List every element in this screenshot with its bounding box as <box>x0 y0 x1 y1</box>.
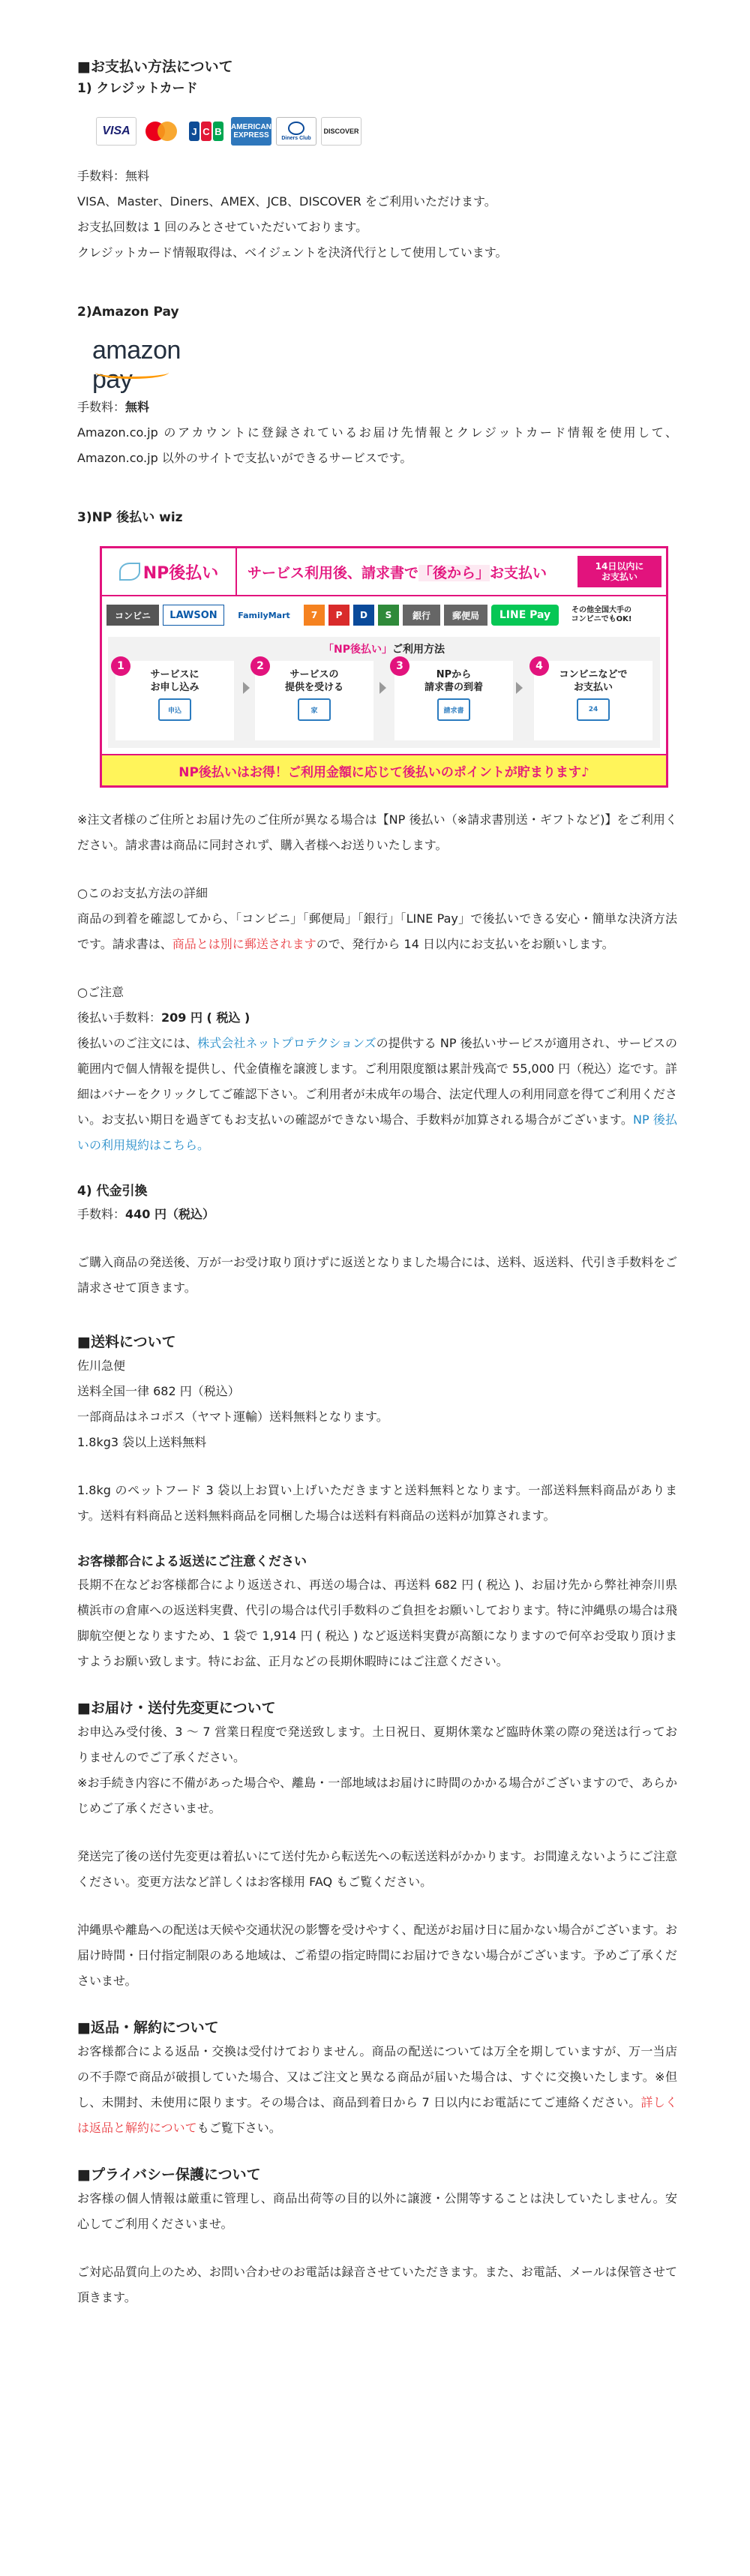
store-seven-icon: 7 <box>304 605 325 626</box>
np-logo: NP後払い <box>102 548 237 595</box>
store-other: その他全国大手の コンビニでもOK! <box>571 606 632 623</box>
shipping-desc: 1.8kg のペットフード 3 袋以上お買い上げいただきますと送料無料となります。一部送料無料商品があります。送料有料商品と送料無料商品を同梱した場合は送料有料商品の送料が加算されます。 <box>77 1483 677 1523</box>
np-step-4: 4 コンビニなどで お支払い 24 <box>534 661 652 740</box>
np-banner[interactable] <box>100 546 668 788</box>
np-caution-title: ○ご注意 <box>77 985 124 999</box>
np-step-3: 3 NPから 請求書の到着 請求書 <box>394 661 513 740</box>
np-how-title: 「NP後払い」ご利用方法 <box>323 644 445 656</box>
np-catch: サービス利用後、請求書で「後から」お支払い <box>248 564 548 581</box>
np-fee: 後払い手数料：209 円 ( 税込 ) <box>77 1010 250 1025</box>
cod-title: 4) 代金引換 <box>77 1184 148 1199</box>
np-leaf-icon <box>119 563 140 581</box>
store-bank: 銀行 <box>403 605 440 626</box>
np-banner-footer: NP後払いはお得！ご利用金額に応じて後払いのポイントが貯まります♪ <box>102 754 666 785</box>
store-p-icon: P <box>328 605 350 626</box>
content <box>77 56 677 2310</box>
delivery-desc-2: ※お手続き内容に不備があった場合や、離島・一部地域はお届けに時間のかかる場合がございますので、あらかじめご了承くださいませ。 <box>77 1776 677 1815</box>
shipping-flat-rate: 送料全国一律 682 円（税込） <box>77 1384 240 1398</box>
np-detail-title: ○このお支払方法の詳細 <box>77 886 208 900</box>
amazon-desc: Amazon.co.jp のアカウントに登録されているお届け先情報とクレジットカード情報を使用して、Amazon.co.jp 以外のサイトで支払いができるサービスです。 <box>77 425 677 465</box>
credit-processor: クレジットカード情報取得は、ベイジェントを決済代行として使用しています。 <box>77 245 508 260</box>
store-lawson: LAWSON <box>163 605 224 626</box>
np-how-to <box>108 637 660 748</box>
privacy-desc-1: お客様の個人情報は厳重に管理し、商品出荷等の目的以外に譲渡・公開等することは決していたしません。安心してご利用くださいませ。 <box>77 2191 677 2231</box>
cod-fee: 手数料：440 円（税込） <box>77 1207 214 1221</box>
diners-logo-icon: Diners Club <box>276 117 316 146</box>
np-caution: 後払いのご注文には、株式会社ネットプロテクションズの提供する NP 後払いサービスが適用され、サービスの範囲内で個人情報を提供し、代金債権を譲渡します。ご利用限度額は累計残高で 55,000 円（税込）迄です。詳細はバナーをクリックしてご確認下さい。ご利用者が未成年の場合、法定代理人の利用同意を得てご利用ください。お支払い期日を過ぎてもお支払いの確認ができない場合、手数料が加算される場合がございます。NP 後払いの利用規約はこちら。 <box>77 1036 677 1152</box>
store-post: 郵便局 <box>444 605 488 626</box>
credit-fee: 手数料：無料 <box>77 169 150 183</box>
house-icon: 家 <box>298 698 331 721</box>
amex-logo-icon: AMERICAN EXPRESS <box>231 117 272 146</box>
return-customer-title: お客様都合による返送にご注意ください <box>77 1554 307 1569</box>
card-logos <box>96 117 677 147</box>
returns-title: ■返品・解約について <box>77 2019 219 2036</box>
store-familymart: FamilyMart <box>228 605 300 626</box>
mastercard-logo-icon <box>141 117 182 146</box>
returns-desc: お客様都合による返品・交換は受付けておりません。商品の配送については万全を期していますが、万一当店の不手際で商品が破損していた場合、又はご注文と異なる商品が届いた場合は、すぐに交換いたします。※但し、未開封、未使用に限ります。その場合は、商品到着日から 7 日以内にお電話にてご連絡ください。詳しくは返品と解約についてもご覧下さい。 <box>77 2044 677 2135</box>
np-14days-badge: 14日以内に お支払い <box>578 556 662 587</box>
arrow-right-icon <box>380 682 386 694</box>
application-icon: 申込 <box>158 698 191 721</box>
return-customer-desc: 長期不在などお客様都合により返送され、再送の場合は、再送料 682 円 ( 税込 )、お届け先から弊社神奈川県横浜市の倉庫への返送料実費、代引の場合は代引手数料のご負担をお願いしております。特に沖縄県の場合は飛脚航空便となりますため、1 袋で 1,914 円 ( 税込 ) など返送料実費が高額になりますので何卒お受取り頂けますようお願い致します。特にお盆、正月などの長期休暇時にはご注意ください。 <box>77 1578 677 1668</box>
np-note: ※注文者様のご住所とお届け先のご住所が異なる場合は【NP 後払い（※請求書別送・ギフトなど)】をご利用ください。請求書は商品に同封されず、購入者様へお送りいたします。 <box>77 812 677 852</box>
store-daily-icon: D <box>353 605 374 626</box>
shipping-title: ■送料について <box>77 1334 176 1350</box>
shipping-nekopos: 一部商品はネコポス（ヤマト運輸）送料無料となります。 <box>77 1410 388 1424</box>
np-terms-link[interactable]: NP 後払いの利用規約はこちら。 <box>77 1112 677 1152</box>
visa-logo-icon: VISA <box>96 117 136 146</box>
invoice-icon: 請求書 <box>437 698 470 721</box>
np-detail: 商品の到着を確認してから、「コンビニ」「郵便局」「銀行」「LINE Pay」で後払いできる安心・簡単な決済方法です。請求書は、商品とは別に郵送されますので、発行から 14 日以内にお支払いをお願いします。 <box>77 911 677 951</box>
payment-title: ■お支払い方法について <box>77 59 233 75</box>
amazon-title: 2)Amazon Pay <box>77 305 179 320</box>
credit-installments: お支払回数は 1 回のみとさせていただいております。 <box>77 220 368 234</box>
store-linepay: LINE Pay <box>491 605 559 626</box>
amazon-fee: 手数料：無料 <box>77 400 150 414</box>
delivery-desc-3: 発送完了後の送付先変更は着払いにて送付先から転送先への転送送料がかかります。お間違えないようにご注意ください。変更方法など詳しくはお客様用 FAQ もご覧ください。 <box>77 1849 677 1889</box>
delivery-desc-4: 沖縄県や離島への配送は天候や交通状況の影響を受けやすく、配送がお届け日に届かない場合がございます。お届け時間・日付指定制限のある地域は、ご希望の指定時間にお届けできない場合がございます。予めご了承くださいませ。 <box>77 1923 677 1988</box>
netprotections-link[interactable]: 株式会社ネットプロテクションズ <box>197 1036 376 1050</box>
np-title: 3)NP 後払い wiz <box>77 510 183 525</box>
arrow-right-icon <box>516 682 523 694</box>
credit-title: 1) クレジットカード <box>77 81 198 96</box>
credit-brands: VISA、Master、Diners、AMEX、JCB、DISCOVER をご利用いただけます。 <box>77 194 496 209</box>
np-step-2: 2 サービスの 提供を受ける 家 <box>255 661 374 740</box>
store-seicomart-icon: S <box>378 605 399 626</box>
returns-link[interactable]: 詳しくは返品と解約について <box>77 2095 677 2135</box>
privacy-desc-2: ご対応品質向上のため、お問い合わせのお電話は録音させていただきます。また、お電話、メールは保管させて頂きます。 <box>77 2265 677 2304</box>
jcb-logo-icon: J C B <box>186 117 226 146</box>
store-convenience: コンビニ <box>106 605 159 626</box>
np-stores <box>102 596 666 634</box>
delivery-title: ■お届け・送付先変更について <box>77 1700 276 1716</box>
privacy-title: ■プライバシー保護について <box>77 2166 261 2183</box>
store-24-icon: 24 <box>577 698 610 721</box>
shipping-free-condition: 1.8kg3 袋以上送料無料 <box>77 1435 207 1449</box>
np-step-1: 1 サービスに お申し込み 申込 <box>116 661 234 740</box>
amazon-pay-logo-icon: amazon pay <box>92 336 181 394</box>
shipping-carrier: 佐川急便 <box>77 1359 126 1373</box>
arrow-right-icon <box>243 682 250 694</box>
delivery-desc-1: お申込み受付後、3 ～ 7 営業日程度で発送致します。土日祝日、夏期休業など臨時休業の際の発送は行っておりませんのでご了承ください。 <box>77 1725 677 1764</box>
cod-desc: ご購入商品の発送後、万が一お受け取り頂けずに返送となりました場合には、送料、返送料、代引き手数料をご請求させて頂きます。 <box>77 1255 678 1295</box>
np-banner-header <box>102 548 666 596</box>
discover-logo-icon: DISCOVER <box>321 117 362 146</box>
